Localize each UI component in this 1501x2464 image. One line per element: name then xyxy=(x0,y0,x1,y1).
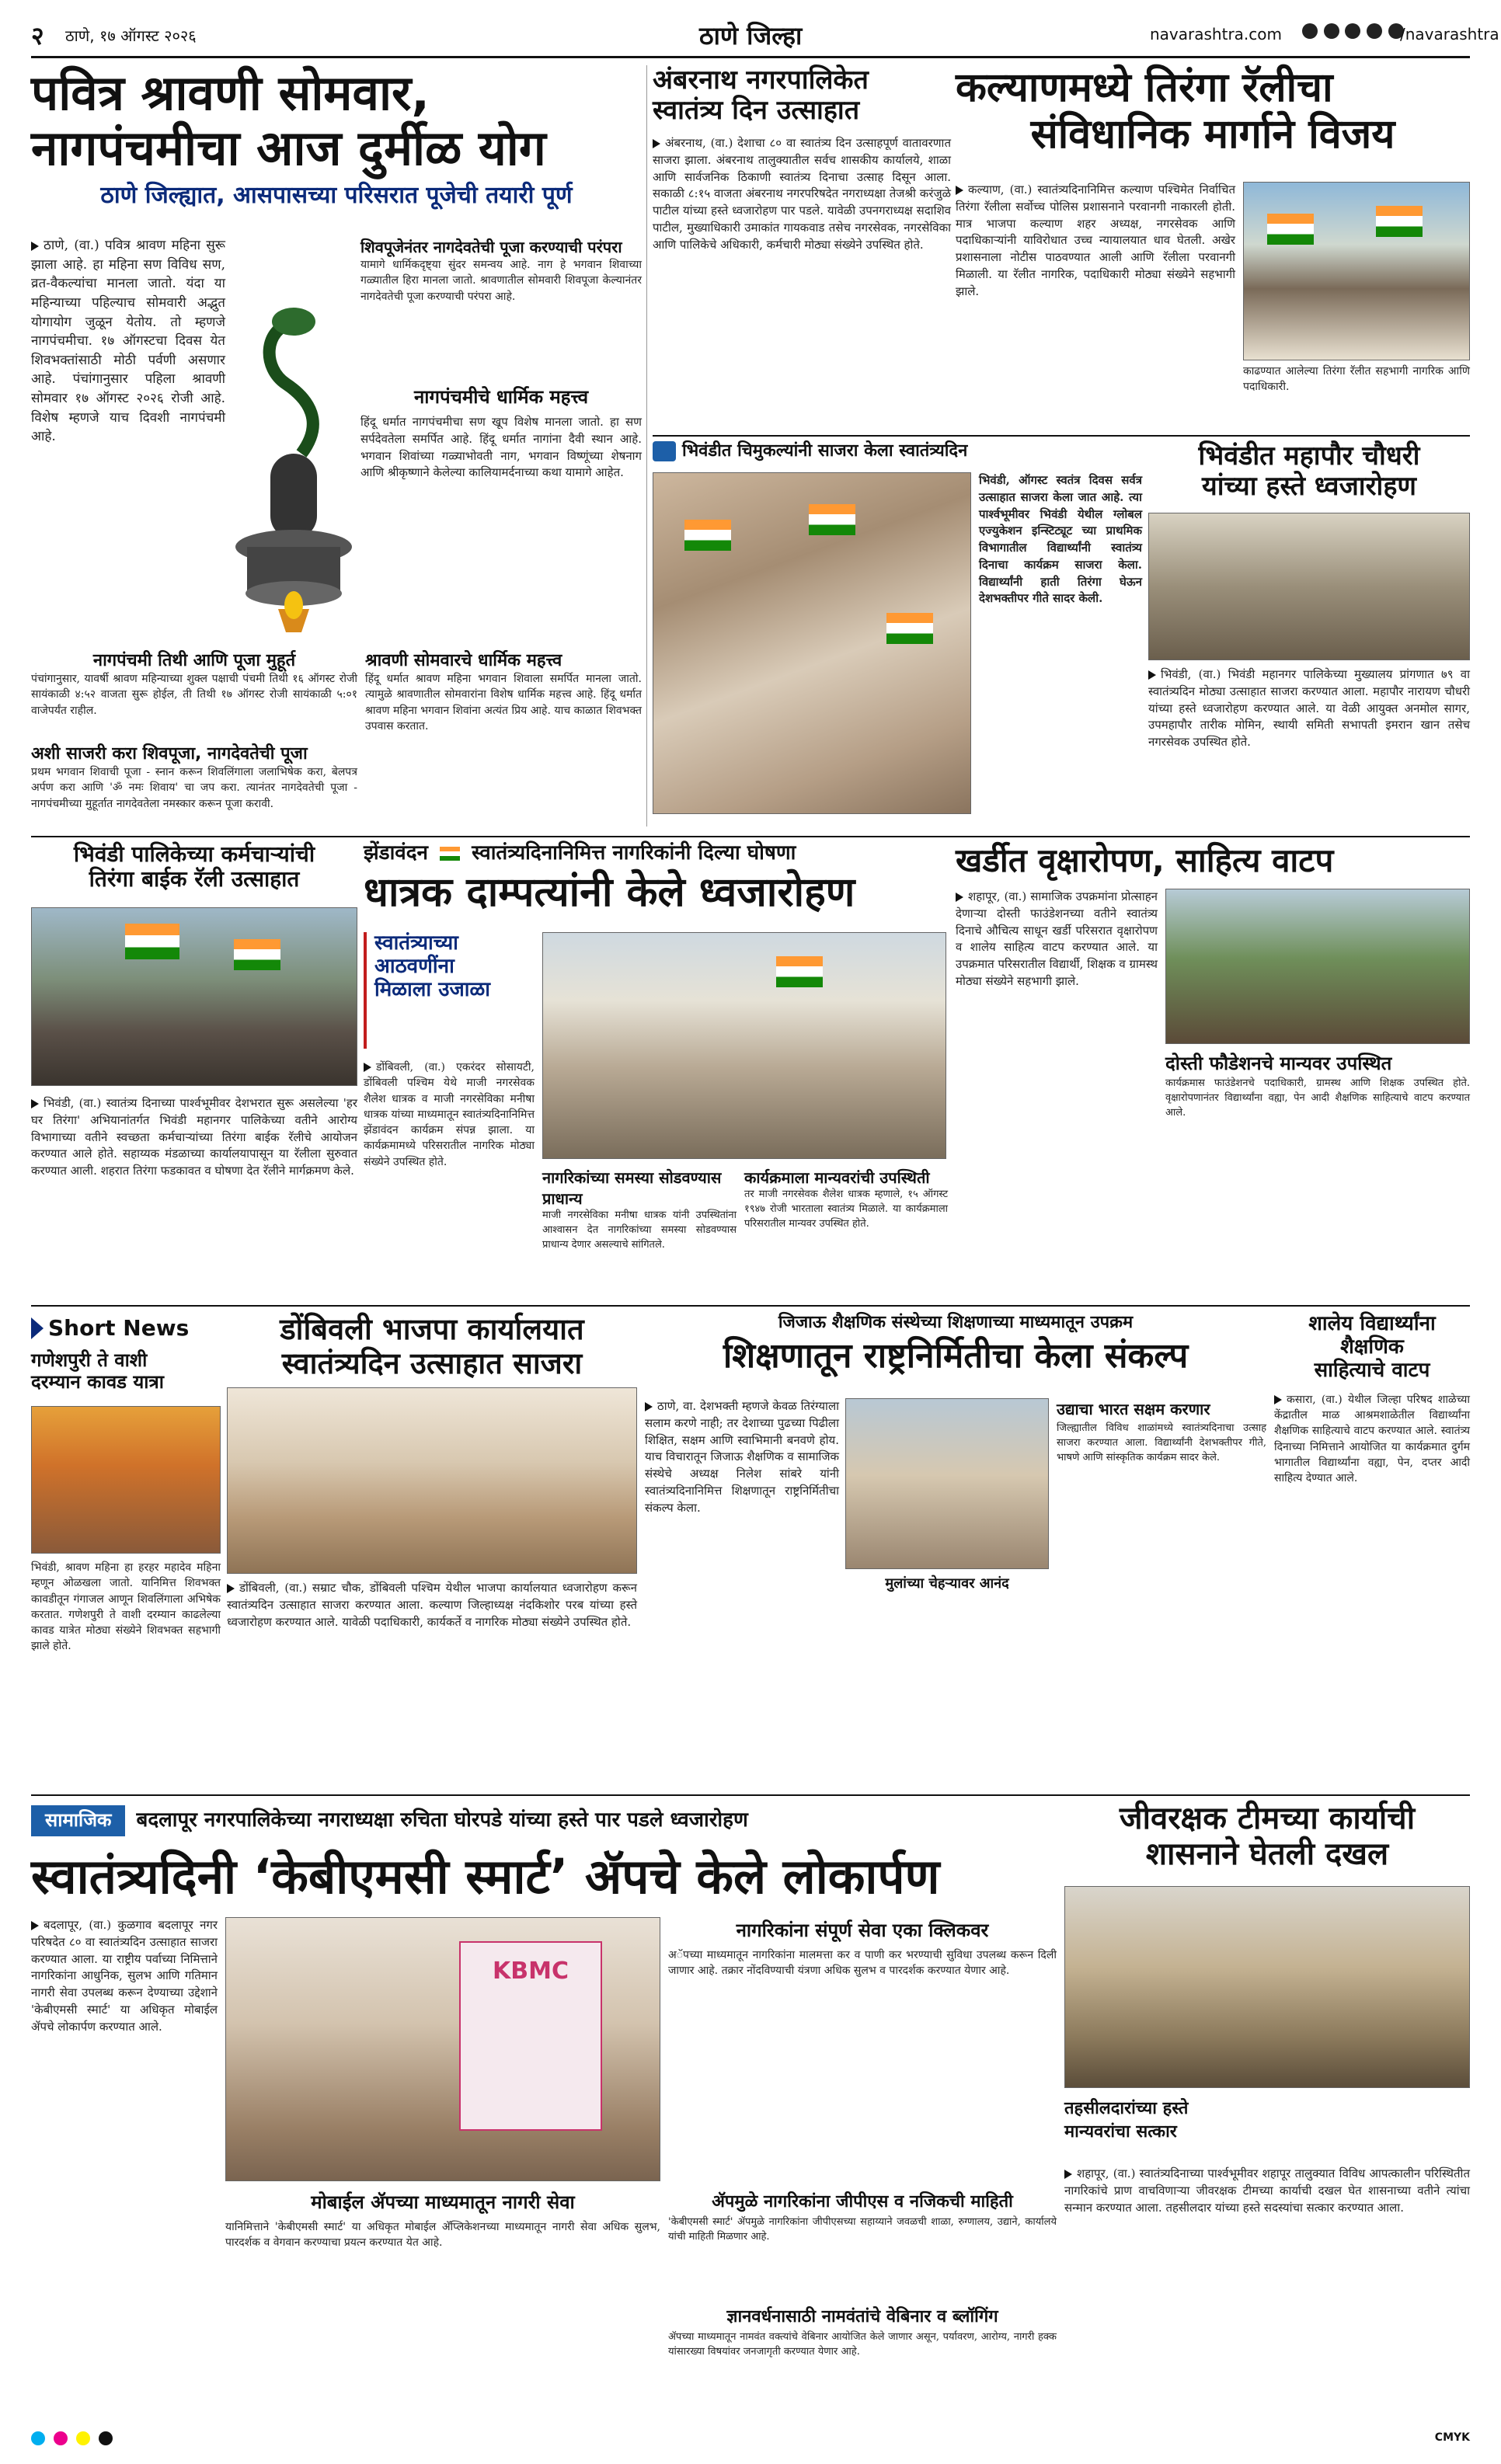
facebook-icon[interactable] xyxy=(1302,23,1318,39)
x-icon[interactable] xyxy=(1345,23,1360,39)
article-body: डोंबिवली, (वा.) एकरंदर सोसायटी, डोंबिवली पश्चिम येथे माजी नगरसेवक शैलेश धात्रक व माजी नगरसेविका मनीषा धात्रक यांच्या माध्यमातून स्वातंत्र्यदिनानिमित्त झेंडावंदन कार्यक्रम संपन्न झाला. या कार्यक्रमामध्ये परिसरातील नागरिक मोठ्या संख्येने उपस्थित होते. xyxy=(364,1061,535,1168)
article-body: कसारा, (वा.) येथील जिल्हा परिषद शाळेच्या केंद्रातील माळ आश्रमशाळेतील विद्यार्थ्यांना शैक्षणिक साहित्याचे वाटप करण्यात आले. स्वातंत्र्य दिनाच्या निमित्ताने आयोजित या कार्यक्रमात दुर्गम भागातील विद्यार्थ्यांना वह्या, पेन, दप्तर आदी साहित्य देण्यात आले. xyxy=(1274,1393,1470,1485)
article-body: भिवंडी, ऑगस्ट स्वतंत्र दिवस सर्वत्र उत्साहात साजरा केला जात आहे. त्या पार्श्वभूमीवर भिवंडी येथील ग्लोबल एज्युकेशन इन्स्टिट्यूट च्या प्राथमिक विभागातील विद्यार्थ्यांनी स्वातंत्र्य दिनाचा कार्यक्रम साजरा केला. विद्यार्थ्यांनी हाती तिरंगा घेऊन देशभक्तीपर गीते सादर केली. xyxy=(979,473,1142,606)
headline-line1: पवित्र श्रावणी सोमवार, xyxy=(31,64,430,121)
photo-caption: मुलांच्या चेहऱ्यावर आनंद xyxy=(885,1575,1009,1592)
article-school-supplies xyxy=(1274,1313,1470,1787)
subhead: श्रावणी सोमवारचे धार्मिक महत्त्व xyxy=(365,651,562,670)
headline: खर्डीत वृक्षारोपण, साहित्य वाटप xyxy=(956,841,1334,879)
section-tehsildar xyxy=(1064,2096,1259,2158)
subhead-body: ॲपच्या माध्यमातून नामवंत वक्त्यांचे वेबिनार आयोजित केले जाणार असून, पर्यावरण, आरोग्य, नागरी हक्क यांसारख्या विषयांवर जनजागृती करण्यात येणार आहे. xyxy=(668,2331,1057,2358)
subhead-body: यामागे धार्मिकदृष्ट्या सुंदर समन्वय आहे. नाग हे भगवान शिवाच्या गळ्यातील हिरा मानला जातो. श्रावणातील सोमवारी शिवपूजा केल्यानंतर नागदेवतेची पूजा करण्याची परंपरा आहे. xyxy=(360,259,642,303)
headline: धात्रक दाम्पत्यांनी केले ध्वजारोहण xyxy=(364,868,855,916)
site-link[interactable]: navarashtra.com xyxy=(1150,25,1282,44)
article-body: भिवंडी, श्रावण महिना हा हरहर महादेव महिना म्हणून ओळखला जातो. यानिमित्त शिवभक्त कावडीतून गंगाजल आणून शिवलिंगाला अभिषेक करतात. गणेशपुरी ते वाशी दरम्यान काढलेल्या कावड यात्रेत मोठ्या संख्येने शिवभक्त सहभागी झाले होते. xyxy=(31,1561,221,1653)
short-news xyxy=(31,1313,221,1787)
article-jeevrakshak xyxy=(1064,1801,1470,2422)
article-body: शहापूर, (वा.) सामाजिक उपक्रमांना प्रोत्साहन देणाऱ्या दोस्ती फाउंडेशनच्या वतीने स्वातंत्र्य दिनाचे औचित्य साधून खर्डी परिसरात वृक्षारोपण व शालेय साहित्य वाटप करण्यात आले. या उपक्रमात परिसरातील विद्यार्थी, शिक्षक व ग्रामस्थ मोठ्या संख्येने सहभागी झाले. xyxy=(956,889,1158,988)
headline-line2: स्वातंत्र्य दिन उत्साहात xyxy=(653,95,860,127)
headline-line1: गणेशपुरी ते वाशी xyxy=(31,1349,148,1371)
app-label: KBMC xyxy=(493,1958,569,1985)
kicker-row xyxy=(31,1801,1057,1841)
youtube-icon[interactable] xyxy=(1367,23,1382,39)
article-ambernath xyxy=(653,65,951,430)
headline-line2: दरम्यान कावड यात्रा xyxy=(31,1370,164,1393)
section-nagpanchami-mahatva xyxy=(360,384,642,640)
subhead-body: हिंदू धर्मात नागपंचमीचा सण खूप विशेष मानला जातो. हा सण सर्पदेवतेला समर्पित आहे. हिंदू धर्मात नागांना दैवी स्थान आहे. भगवान शिवांच्या गळ्याभोवती नाग, भगवान विष्णूंच्या शेषनाग आणि श्रीकृष्णाने केलेल्या कालियामर्दनाच्या कथा यामागे आहेत. xyxy=(360,415,642,480)
registration-marks xyxy=(31,2431,1470,2455)
subhead-body: हिंदू धर्मात श्रावण महिना भगवान शिवाला समर्पित मानला जातो. त्यामुळे श्रावणातील सोमवारांना विशेष धार्मिक महत्त्व आहे. हिंदू धर्मात श्रावण महिना भगवान शिवांना अत्यंत प्रिय आहे. याच काळात शिवभक्त उपवास करतात. xyxy=(365,673,642,733)
subhead: नागपंचमीचे धार्मिक महत्त्व xyxy=(413,386,589,408)
article-bike-rally xyxy=(31,842,357,1300)
kicker: जिजाऊ शैक्षणिक संस्थेच्या शिक्षणाच्या माध्यमातून उपक्रम xyxy=(778,1313,1134,1332)
headline-line2: शैक्षणिक xyxy=(1340,1335,1404,1359)
students-photo xyxy=(845,1398,1049,1569)
app-launch-photo xyxy=(225,1917,660,2181)
flag-icon xyxy=(440,847,460,861)
section-title: ठाणे जिल्हा xyxy=(699,21,803,50)
subhead-body: पंचांगानुसार, यावर्षी श्रावण महिन्याच्या शुक्ल पक्षाची पंचमी तिथी १६ ऑगस्ट रोजी सायंकाळी ४:५२ वाजता सुरू होईल, ती तिथी १७ ऑगस्ट रोजी सायंकाळी ५:०१ वाजेपर्यंत राहील. xyxy=(31,673,357,717)
headline: शिक्षणातून राष्ट्रनिर्मितीचा केला संकल्प xyxy=(723,1336,1189,1376)
section-mobile-app xyxy=(225,2189,660,2422)
article-jijau xyxy=(645,1313,1266,1787)
subhead-body: यानिमित्ताने 'केबीएमसी स्मार्ट' या अधिकृत मोबाईल अ‍ॅप्लिकेशनच्या माध्यमातून नागरी सेवा अधिक सुलभ, पारदर्शक व वेगवान करण्याचा प्रयत्न करण्यात येत आहे. xyxy=(225,2221,660,2250)
cmyk-label: CMYK xyxy=(1434,2431,1470,2444)
bullet-icon xyxy=(645,1402,653,1411)
subhead: कार्यक्रमाला मान्यवरांची उपस्थिती xyxy=(744,1168,930,1187)
tree-plantation-photo xyxy=(1165,889,1470,1044)
headline-line2: नागपंचमीचा आज दुर्मीळ योग xyxy=(31,120,546,177)
headline-line2: शासनाने घेतली दखल xyxy=(1145,1836,1389,1872)
page-number: २ xyxy=(31,21,44,50)
masthead xyxy=(31,17,1499,53)
kicker: झेंडावंदन स्वातंत्र्यदिनानिमित्त नागरिकांनी दिल्या घोषणा xyxy=(364,841,796,865)
section-puja-vidhi xyxy=(31,741,357,834)
headline-line2: यांच्या हस्ते ध्वजारोहण xyxy=(1202,471,1416,503)
section-one-click xyxy=(668,1917,1057,2173)
mayor-flag-photo xyxy=(1148,513,1470,660)
subhead-line2: मान्यवरांचा सत्कार xyxy=(1064,2122,1177,2142)
headline-line3: साहित्याचे वाटप xyxy=(1314,1358,1430,1382)
bullet-icon xyxy=(31,1921,39,1930)
headline-line1: भिवंडीत महापौर चौधरी xyxy=(1198,440,1420,472)
article-dhatrak xyxy=(364,842,948,1300)
felicitation-photo xyxy=(1064,1886,1470,2088)
article-body: शहापूर, (वा.) स्वातंत्र्यदिनाच्या पार्श्वभूमीवर शहापूर तालुक्यात विविध आपत्कालीन परिस्थितीत नागरिकांचे प्राण वाचविणाऱ्या जीवरक्षक टीमच्या कार्याची दखल घेत शासनाच्या वतीने त्यांचा सन्मान करण्यात आला. तहसीलदार यांच्या हस्ते सदस्यांचा सत्कार करण्यात आला. xyxy=(1064,2166,1470,2215)
headline-line2: स्वातंत्र्यदिन उत्साहात साजरा xyxy=(281,1345,583,1380)
subheadline: ठाणे जिल्ह्यात, आसपासच्या परिसरात पूजेची तयारी पूर्ण xyxy=(100,181,573,209)
headline-line1: डोंबिवली भाजपा कार्यालयात xyxy=(280,1312,584,1346)
article-body: कल्याण, (वा.) स्वातंत्र्यदिनानिमित्त कल्याण पश्चिमेत निर्वाचित तिरंगा रॅलीला सर्वोच्च पोलिस प्रशासनाने परवानगी नाकारली होती. मात्र भाजपा कल्याण शहर अध्यक्ष, नगरसेवक आणि पदाधिकाऱ्यांनी याविरोधात उच्च न्यायालयात धाव घेतली. अखेर प्रशासनाला नोटीस पाठवण्यात आली आणि रॅलीला परवानगी मिळाली. या रॅलीत नागरिक, पदाधिकारी मोठ्या संख्येने सहभागी झाले. xyxy=(956,183,1235,298)
short-news-badge: Short News xyxy=(31,1313,221,1344)
article-dombivli-bjp xyxy=(227,1313,637,1787)
shivling-illustration xyxy=(232,298,356,640)
headline-line2: तिरंगा बाईक रॅली उत्साहात xyxy=(89,866,300,893)
article-body: बदलापूर, (वा.) कुळगाव बदलापूर नगर परिषदेत ८० वा स्वातंत्र्यदिन उत्साहात साजरा करण्यात आला. या राष्ट्रीय पर्वाच्या निमित्ताने नागरिकांना आधुनिक, सुलभ आणि गतिमान नागरी सेवा उपलब्ध करून देण्याच्या उद्देशाने 'केबीएमसी स्मार्ट' या अधिकृत मोबाईल ॲपचे लोकार्पण करण्यात आले. xyxy=(31,1918,218,2034)
bullet-icon xyxy=(1064,2170,1072,2179)
bullet-icon xyxy=(31,242,39,251)
kids-celebration-photo xyxy=(653,472,971,814)
bike-rally-photo xyxy=(31,907,357,1086)
subhead: शिवपूजेनंतर नागदेवतेची पूजा करण्याची परंपरा xyxy=(360,238,622,256)
subhead-body: प्रथम भगवान शिवाची पूजा - स्नान करून शिवलिंगाला जलाभिषेक करा, बेलपत्र अर्पण करा आणि 'ॐ नमः शिवाय' चा जप करा. त्यानंतर नागदेवतेची पूजा - नागपंचमीच्या मुहूर्तात नागदेवतेला नमस्कार करून पूजा करावी. xyxy=(31,766,357,810)
subhead: नागपंचमी तिथी आणि पूजा मुहूर्त xyxy=(92,651,296,670)
headline-line1: कल्याणमध्ये तिरंगा रॅलीचा xyxy=(956,64,1333,111)
bullet-icon xyxy=(364,1063,371,1072)
subhead-body: अॅपच्या माध्यमातून नागरिकांना मालमत्ता कर व पाणी कर भरण्याची सुविधा उपलब्ध करून दिली जाणार आहे. तक्रार नोंदविण्याची यंत्रणा अधिक सुलभ व पारदर्शक करण्यात येणार आहे. xyxy=(668,1949,1057,1978)
subhead: ॲपमुळे नागरिकांना जीपीएस व नजिकची माहिती xyxy=(712,2192,1013,2212)
bullet-icon xyxy=(956,893,963,902)
instagram-icon[interactable] xyxy=(1324,23,1339,39)
pull-quote: स्वातंत्र्याच्या आठवणींना मिळाला उजाळा xyxy=(364,932,535,1049)
bullet-icon xyxy=(227,1584,235,1593)
headline: भिवंडीत चिमुकल्यांनी साजरा केला स्वातंत्र्यदिन xyxy=(653,441,1142,461)
headline-line1: शालेय विद्यार्थ्यांना xyxy=(1308,1312,1436,1335)
subhead: तहसीलदारांच्या हस्ते xyxy=(1064,2099,1189,2118)
section-tag: सामाजिक xyxy=(31,1805,125,1836)
flag-hoisting-photo xyxy=(542,932,946,1159)
subhead-body: 'केबीएमसी स्मार्ट' ॲपमुळे नागरिकांना जीपीएसच्या सहाय्याने जवळची शाळा, रुग्णालय, उद्याने, कार्यालये यांची माहिती मिळणार आहे. xyxy=(668,2216,1057,2243)
subhead-body: तर माजी नगरसेवक शैलेश धात्रक म्हणाले, १५ ऑगस्ट १९४७ रोजी भारताला स्वातंत्र्य मिळाले. या कार्यक्रमाला परिसरातील मान्यवर उपस्थित होते. xyxy=(744,1188,948,1230)
subhead-body: जिल्ह्यातील विविध शाळांमध्ये स्वातंत्र्यदिनाचा उत्साह साजरा करण्यात आला. विद्यार्थ्यांनी देशभक्तीपर गीते, भाषणे आणि सांस्कृतिक कार्यक्रम सादर केले. xyxy=(1057,1422,1266,1463)
section-webinar xyxy=(668,2304,1057,2422)
subhead: मोबाईल ॲपच्या माध्यमातून नागरी सेवा xyxy=(311,2191,575,2213)
social-handle[interactable]: /navarashtra xyxy=(1400,25,1499,44)
bjp-office-photo xyxy=(227,1387,637,1574)
headline-line1: जीवरक्षक टीमच्या कार्याची xyxy=(1119,1801,1416,1836)
article-body: ठाणे, (वा.) पवित्र श्रावण महिना सुरू झाला आहे. हा महिना सण विविध सण, व्रत-वैकल्यांचा मानला जातो. यंदा या महिन्याच्या पहिल्याच सोमवारी अद्भुत योगायोग जुळून येतोय. तो म्हणजे नागपंचमीचा. १७ ऑगस्टचा दिवस येत शिवभक्तांसाठी मोठी पर्वणी असणार आहे. पंचांगानुसार पहिला श्रावणी सोमवार १७ ऑगस्ट २०२६ रोजी आहे. विशेष म्हणजे याच दिवशी नागपंचमी आहे. xyxy=(31,238,225,445)
article-body: डोंबिवली, (वा.) सम्राट चौक, डोंबिवली पश्चिम येथील भाजपा कार्यालयात ध्वजारोहण करून स्वातंत्र्यदिन उत्साहात साजरा करण्यात आला. कल्याण जिल्हाध्यक्ष नंदकिशोर परब यांच्या हस्ते ध्वजारोहण करण्यात आले. यावेळी पदाधिकारी, कार्यकर्ते व नागरिक मोठ्या संख्येने उपस्थित होते. xyxy=(227,1581,637,1629)
bullet-icon xyxy=(1148,670,1156,680)
kalyan-rally-photo xyxy=(1243,182,1470,360)
section-nagrik-samasya xyxy=(542,1167,737,1299)
article-body: भिवंडी, (वा.) भिवंडी महानगर पालिकेच्या मुख्यालय प्रांगणात ७९ वा स्वातंत्र्यदिन मोठ्या उत्साहात साजरा करण्यात आला. महापौर नारायण चौधरी यांच्या हस्ते ध्वजारोहण करण्यात आले. या वेळी आयुक्त अनमोल सागर, उपमहापौर तारीक मोमिन, स्थायी समिती सभापती इमरान खान तसेच नगरसेवक उपस्थित होते. xyxy=(1148,667,1470,749)
article-bhiwandi-mayor xyxy=(1148,441,1470,822)
subhead: नागरिकांना संपूर्ण सेवा एका क्लिकवर xyxy=(736,1919,989,1941)
subhead: ज्ञानवर्धनासाठी नामवंतांचे वेबिनार व ब्लॉगिंग xyxy=(726,2307,998,2327)
article-kbmc-smart xyxy=(31,1801,1057,2422)
subhead: उद्याचा भारत सक्षम करणार xyxy=(1057,1400,1210,1418)
article-bhiwandi-kids xyxy=(653,441,1142,814)
camera-icon xyxy=(653,441,676,461)
kavad-yatra-photo xyxy=(31,1406,221,1554)
subhead: अशी साजरी करा शिवपूजा, नागदेवतेची पूजा xyxy=(31,744,308,764)
article-body: भिवंडी, (वा.) स्वातंत्र्य दिनाच्या पार्श्वभूमीवर देशभरात सुरू असलेल्या 'हर घर तिरंगा' अभियानांतर्गत भिवंडी महानगर पालिकेच्या वतीने आरोग्य विभागाच्या वतीने स्वच्छता कर्मचाऱ्यांच्या तिरंगा बाईक रॅलीचे आयोजन करण्यात आले होते. सहाय्यक मंडळाच्या कार्यालयापासून या रॅलीला सुरुवात करण्यात आली. शहरात तिरंगा फडकावत व घोषणा देत रॅलीने मार्गक्रमण केले. xyxy=(31,1096,357,1178)
arrow-icon xyxy=(31,1317,44,1339)
section-manyavar xyxy=(744,1167,948,1299)
headline-line1: भिवंडी पालिकेच्या कर्मचाऱ्यांची xyxy=(73,841,315,867)
headline-line1: अंबरनाथ नगरपालिकेत xyxy=(653,64,869,96)
bullet-icon xyxy=(653,139,660,148)
bullet-icon xyxy=(956,186,963,195)
subhead: दोस्ती फौडेशनचे मान्यवर उपस्थित xyxy=(1165,1053,1392,1074)
subhead-body: कार्यक्रमास फाउंडेशनचे पदाधिकारी, ग्रामस्थ आणि शिक्षक उपस्थित होते. वृक्षारोपणानंतर विद्यार्थ्यांना वह्या, पेन आदी शैक्षणिक साहित्याचे वाटप करण्यात आले. xyxy=(1165,1077,1470,1119)
bullet-icon xyxy=(31,1099,39,1108)
edition-date: ठाणे, १७ ऑगस्ट २०२६ xyxy=(65,26,197,45)
subhead: नागरिकांच्या समस्या सोडवण्यास प्राधान्य xyxy=(542,1168,722,1208)
section-somvar-mahatva xyxy=(365,648,642,834)
section-gps xyxy=(668,2189,1057,2298)
social-icons xyxy=(1302,23,1404,43)
subhead-body: माजी नगरसेविका मनीषा धात्रक यांनी उपस्थितांना आश्वासन देत नागरिकांच्या समस्या सोडवण्यास प्राधान्य देणार असल्याचे सांगितले. xyxy=(542,1209,737,1251)
article-shravan xyxy=(31,65,642,834)
headline: स्वातंत्र्यदिनी ‘केबीएमसी स्मार्ट’ ॲपचे केले लोकार्पण xyxy=(31,1848,940,1905)
kicker: बदलापूर नगरपालिकेच्या नगराध्यक्षा रुचिता घोरपडे यांच्या हस्ते पार पडले ध्वजारोहण xyxy=(136,1808,748,1832)
photo-caption: काढण्यात आलेल्या तिरंगा रॅलीत सहभागी नागरिक आणि पदाधिकारी. xyxy=(1243,365,1470,394)
section-shivpuja xyxy=(360,236,642,384)
bullet-icon xyxy=(1274,1395,1282,1404)
article-kalyan xyxy=(956,65,1470,430)
article-khardi xyxy=(956,842,1470,1300)
headline-line2: संविधानिक मार्गाने विजय xyxy=(1030,110,1395,158)
section-muhurat xyxy=(31,648,357,741)
article-body: अंबरनाथ, (वा.) देशाचा ८० वा स्वातंत्र्य दिन उत्साहपूर्ण वातावरणात साजरा झाला. अंबरनाथ तालुक्यातील सर्वच शासकीय कार्यालये, शाळा आणि सार्वजनिक ठिकाणी स्वातंत्र्य दिनाचा उत्साह दिसून आला. सकाळी ८:१५ वाजता अंबरनाथ नगरपरिषदेत नगराध्यक्षा तेजश्री करंजुळे पाटील यांच्या हस्ते ध्वजारोहण पार पडले. यावेळी उपनगराध्यक्ष सदाशिव पाटील, मुख्याधिकारी उमाकांत गायकवाड तसेच नगरसेवक, नगरसेविका आणि पालिकेचे अधिकारी, कर्मचारी मोठ्या संख्येने उपस्थित होते. xyxy=(653,136,951,252)
article-body: ठाणे, वा. देशभक्ती म्हणजे केवळ तिरंग्याला सलाम करणे नाही; तर देशाच्या पुढच्या पिढीला शिक्षित, सक्षम आणि स्वाभिमानी बनवणे होय. याच विचारातून जिजाऊ शैक्षणिक व सामाजिक संस्थेचे अध्यक्ष निलेश सांबरे यांनी स्वातंत्र्यदिनानिमित्त शिक्षणातून राष्ट्रनिर्मितीचा संकल्प केला. xyxy=(645,1399,839,1515)
